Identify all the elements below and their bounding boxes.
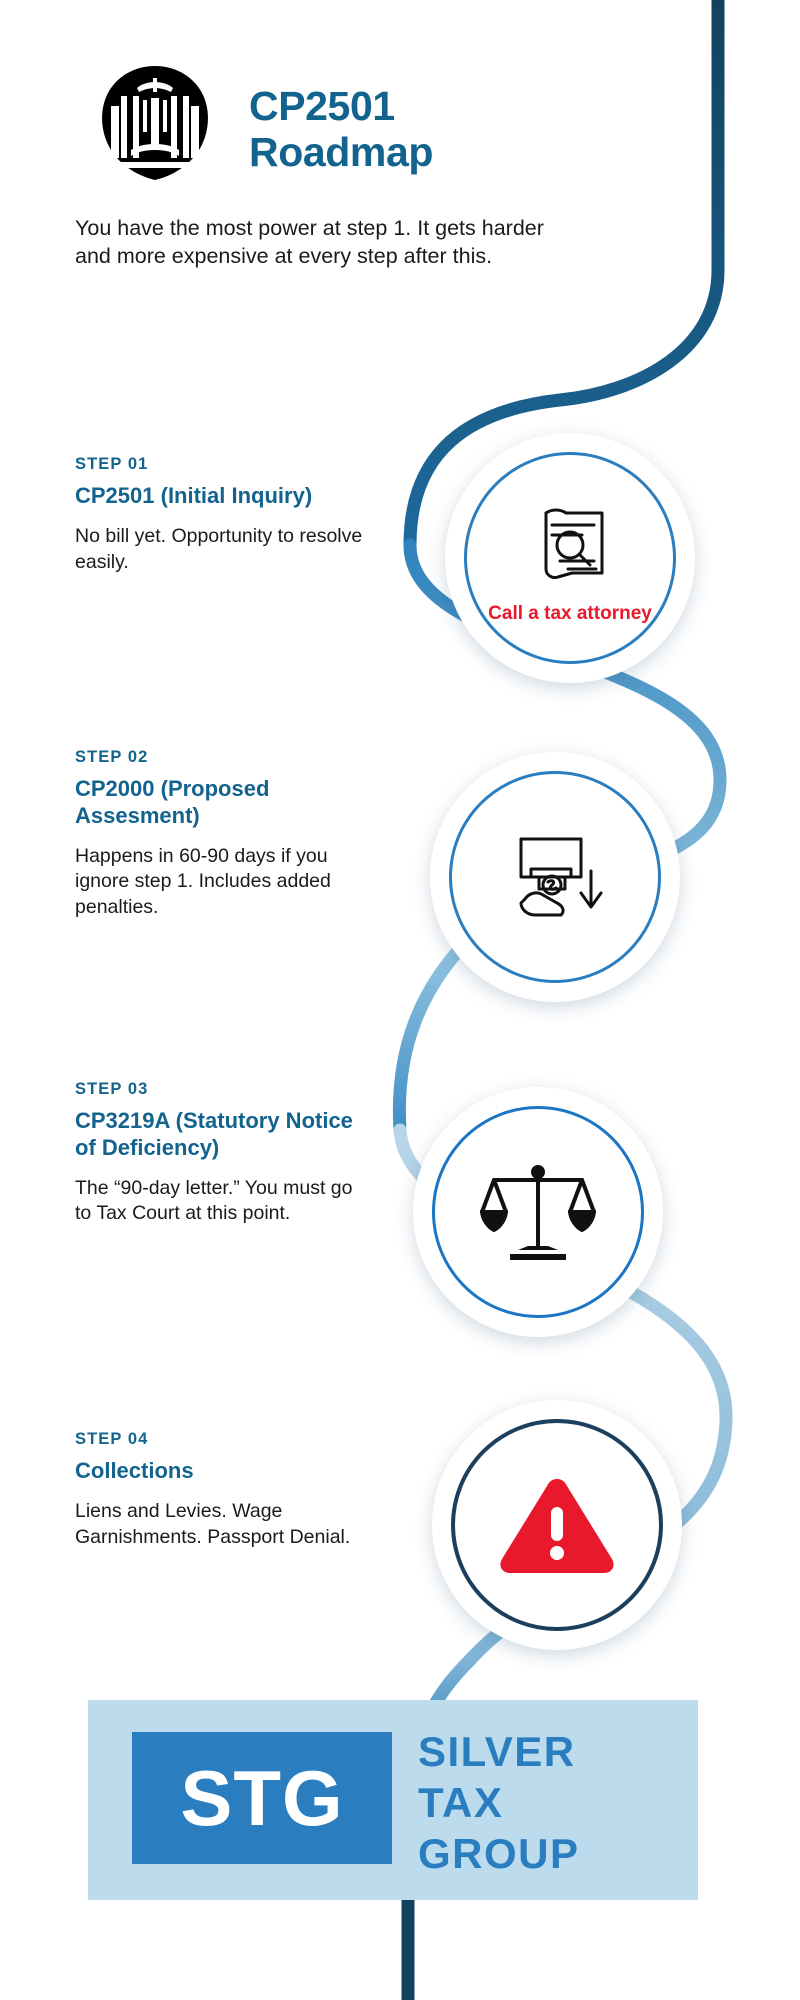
warning-triangle-icon	[492, 1463, 622, 1583]
step-kicker-1: STEP 01	[75, 455, 149, 473]
step-desc-2: Happens in 60-90 days if you ignore step 1. Includes added penalties.	[75, 844, 331, 919]
footer-brand-panel	[88, 1700, 698, 1900]
step-title-3: CP3219A (Statutory Notice of Deficiency)	[75, 1108, 353, 1160]
brand-word-silver: SILVER	[418, 1728, 576, 1775]
page-title-line2: Roadmap	[249, 128, 434, 175]
brand-word-tax: TAX	[418, 1779, 504, 1827]
step-circle-1[interactable]	[445, 433, 695, 683]
step-circle-3-ring	[432, 1106, 644, 1318]
step-title-2: CP2000 (Proposed Assesment)	[75, 776, 270, 828]
step-kicker-2: STEP 02	[75, 748, 149, 766]
step-block-1	[75, 455, 370, 575]
step-title-4: Collections	[75, 1458, 194, 1483]
step-desc-3: The “90-day letter.” You must go to Tax Court at this point.	[75, 1176, 353, 1225]
document-magnifier-icon	[516, 491, 624, 599]
irs-eagle-scales-logo	[75, 62, 235, 187]
step-circle-2-ring	[449, 771, 661, 983]
step-circle-2[interactable]	[430, 752, 680, 1002]
brand-word-group: GROUP	[418, 1830, 580, 1878]
header-subtitle: You have the most power at step 1. It gets harder and more expensive at every step after this.	[75, 216, 544, 268]
stg-badge: STG	[132, 1732, 392, 1864]
header	[75, 62, 545, 270]
step-kicker-4: STEP 04	[75, 1430, 149, 1448]
step-block-4	[75, 1430, 370, 1550]
balance-scales-icon	[474, 1150, 602, 1270]
atm-cash-withdrawal-icon	[495, 815, 615, 935]
step-block-3	[75, 1080, 370, 1227]
step-block-2	[75, 748, 370, 921]
step-circle-4-ring	[451, 1419, 663, 1631]
step-desc-4: Liens and Levies. Wage Garnishments. Passport Denial.	[75, 1499, 351, 1548]
brand-wordmark	[418, 1726, 580, 1880]
step-circle-1-ring	[464, 452, 676, 664]
step-circle-1-caption: Call a tax attorney	[488, 603, 652, 625]
step-circle-4[interactable]	[432, 1400, 682, 1650]
step-circle-3[interactable]	[413, 1087, 663, 1337]
step-desc-1: No bill yet. Opportunity to resolve easily.	[75, 524, 363, 573]
step-title-1: CP2501 (Initial Inquiry)	[75, 483, 313, 508]
page-title-line1: CP2501	[249, 83, 395, 129]
step-kicker-3: STEP 03	[75, 1080, 149, 1098]
